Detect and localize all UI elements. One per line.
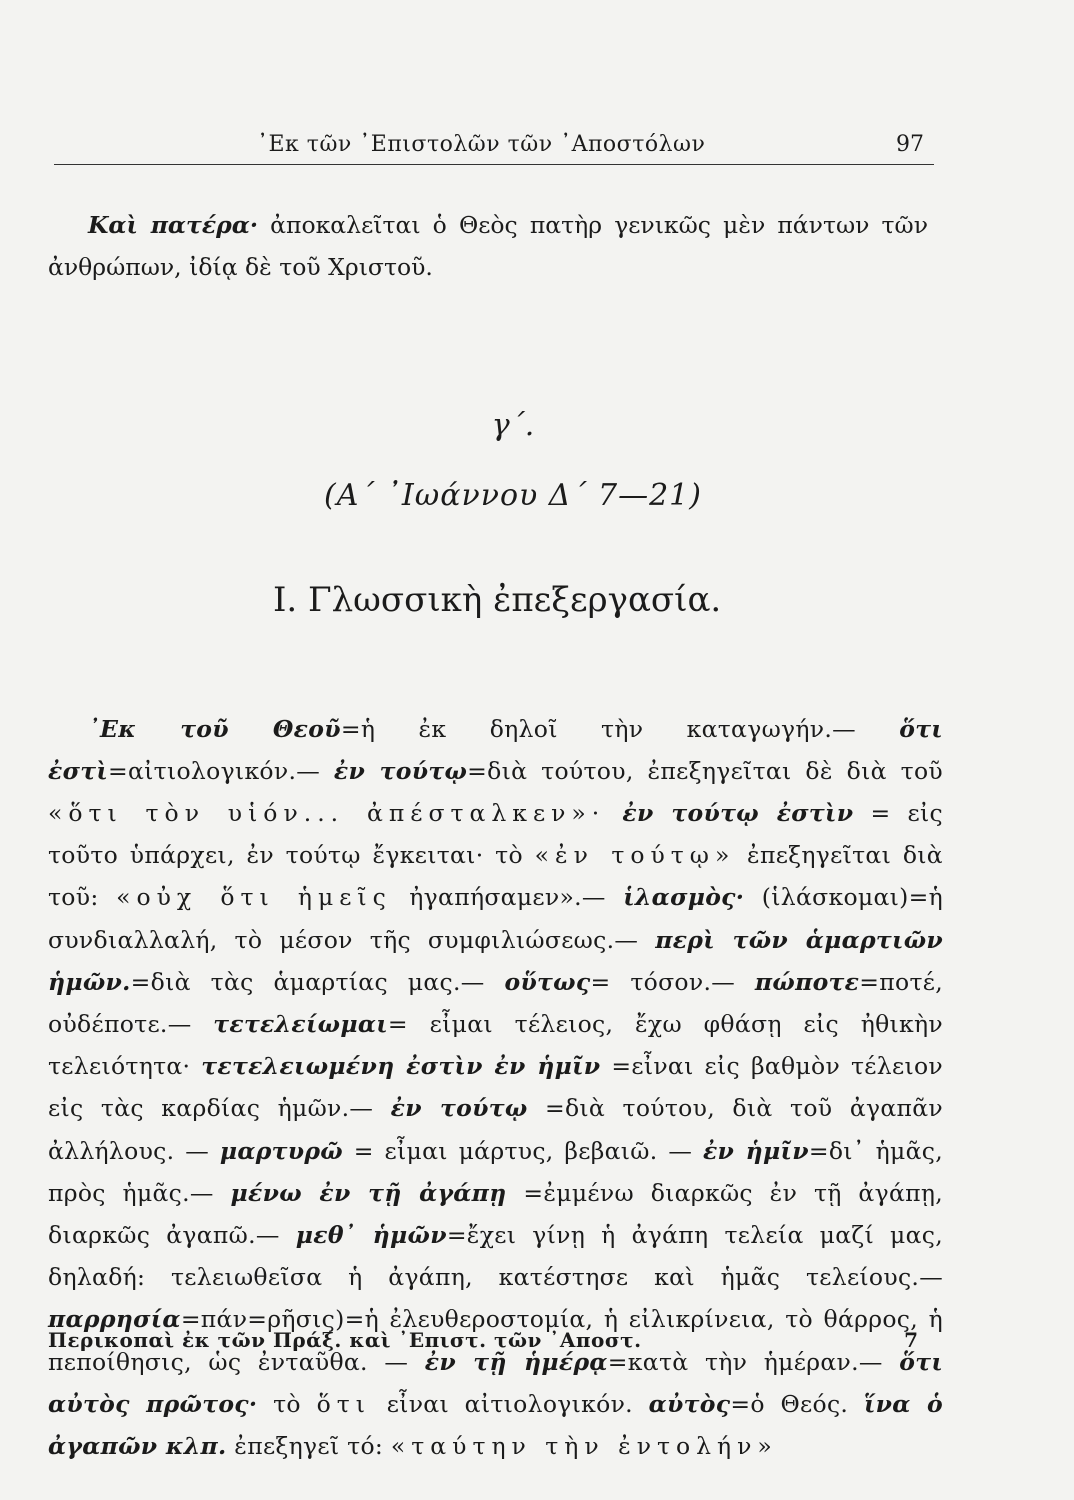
- gloss-term: ἐν τούτῳ ἐστὶν: [622, 798, 854, 827]
- intro-lead: Καὶ πατέρα·: [88, 210, 259, 239]
- gloss-quote: «ὅτι τὸν υἱόν... ἀπέσταλκεν»·: [48, 798, 606, 827]
- gloss-text: =ποτέ, οὐδέποτε.—: [48, 967, 943, 1038]
- gloss-text: =πάν=ρῆσις)=ἡ ἐλευθεροστομία, ἡ εἰλικρίνεια, τὸ θάρρος, ἡ πεποίθησις, ὡς ἐνταῦθα. —: [48, 1305, 943, 1376]
- gloss-text: = τόσον.—: [590, 967, 755, 996]
- gloss-term: ἱλασμὸς·: [623, 883, 745, 912]
- gloss-term: ἵνα ὁ ἀγαπῶν κλπ.: [48, 1389, 944, 1460]
- gloss-text: =ὁ Θεός.: [730, 1389, 864, 1418]
- footer-signature: 7: [904, 1328, 918, 1352]
- scripture-reference: (Α΄ ᾿Ιωάννου Δ΄ 7—21): [324, 478, 702, 513]
- book-page: [48, 118, 948, 1460]
- gloss-term: παρρησία: [48, 1305, 181, 1334]
- gloss-quote: «οὐχ ὅτι ἡμεῖς: [116, 883, 392, 912]
- gloss-paragraph: [48, 708, 943, 1468]
- gloss-text: =εἶναι εἰς βαθμὸν τέλειον εἰς τὰς καρδίας ἡμῶν.—: [48, 1052, 943, 1123]
- gloss-text: =κατὰ τὴν ἡμέραν.—: [607, 1347, 900, 1376]
- gloss-term: μεθ᾿ ἡμῶν: [295, 1220, 447, 1249]
- gloss-text: εἶναι αἰτιολογικόν.: [370, 1389, 649, 1418]
- gloss-term: ἐν τούτῳ: [390, 1094, 528, 1123]
- gloss-text: = εἰς τοῦτο ὑπάρχει, ἐν τούτῳ ἔγκειται· τὸ: [48, 798, 943, 870]
- gloss-term: ἐν τούτῳ: [333, 756, 468, 785]
- intro-paragraph: [48, 204, 928, 288]
- gloss-term: αὐτὸς: [648, 1389, 731, 1418]
- footer-title: Περικοπαὶ ἐκ τῶν Πράξ. καὶ ᾿Επιστ. τῶν ᾿Αποστ.: [48, 1328, 642, 1352]
- gloss-text: = εἶμαι μάρτυς, βεβαιῶ. —: [342, 1136, 703, 1165]
- gloss-text: =ἡ ἐκ δηλοῖ τὴν καταγωγήν.—: [340, 714, 900, 743]
- gloss-text: ἐπεξηγεῖται διὰ τοῦ:: [48, 841, 943, 912]
- intro-text: ἀποκαλεῖται ὁ Θεὸς πατὴρ γενικῶς μὲν πάντων τῶν ἀνθρώπων, ἰδίᾳ δὲ τοῦ Χριστοῦ.: [48, 210, 929, 281]
- gloss-quote: «ἐν τούτῳ»: [534, 841, 736, 870]
- gloss-term: μαρτυρῶ: [219, 1136, 343, 1165]
- gloss-text: ἠγαπήσαμεν».—: [391, 883, 624, 912]
- gloss-term: ὅτι αὐτὸς πρῶτος·: [48, 1347, 944, 1418]
- gloss-term: ὅτι ἐστὶ: [48, 714, 943, 785]
- gloss-term: μένω ἐν τῇ ἀγάπῃ: [230, 1178, 507, 1207]
- subsection-title: Ι. Γλωσσικὴ ἐπεξεργασία.: [273, 580, 722, 620]
- gloss-text: ἐπεξηγεῖ τό:: [226, 1431, 391, 1460]
- gloss-text: =ἔχει γίνῃ ἡ ἀγάπη τελεία μαζί μας, δηλαδή: τελειωθεῖσα ἡ ἀγάπη, κατέστησε καὶ ἡμᾶς τελείους.—: [48, 1220, 943, 1292]
- gloss-term: ᾿Εκ τοῦ Θεοῦ: [88, 714, 341, 743]
- gloss-text: =διὰ τούτου, ἐπεξηγεῖται δὲ διὰ τοῦ: [467, 756, 943, 785]
- running-title: ᾿Εκ τῶν ᾿Επιστολῶν τῶν ᾿Αποστόλων: [257, 132, 706, 157]
- gloss-term: πώποτε: [754, 967, 860, 996]
- gloss-term: ἐν ἡμῖν: [702, 1136, 809, 1165]
- gloss-text: =ἐμμένω διαρκῶς ἐν τῇ ἀγάπῃ, διαρκῶς ἀγαπῶ.—: [48, 1178, 944, 1249]
- gloss-text: =αἰτιολογικόν.—: [108, 756, 334, 785]
- gloss-text: [605, 799, 622, 827]
- gloss-quote: ὅτι: [316, 1389, 371, 1418]
- gloss-term: οὕτως: [504, 967, 591, 996]
- gloss-text: =διὰ τὰς ἁμαρτίας μας.—: [130, 967, 505, 996]
- gloss-term: τετελειωμένη ἐστὶν ἐν ἡμῖν: [201, 1052, 601, 1081]
- gloss-quote: «ταύτην τὴν ἐντολήν»: [390, 1431, 778, 1460]
- gloss-text: =διὰ τούτου, διὰ τοῦ ἀγαπᾶν ἀλλήλους. —: [48, 1094, 943, 1165]
- gloss-term: περὶ τῶν ἁμαρτιῶν ἡμῶν.: [48, 925, 943, 996]
- page-number: 97: [896, 132, 924, 157]
- gloss-term: τετελείωμαι: [213, 1009, 388, 1038]
- gloss-text: =δι᾿ ἡμᾶς, πρὸς ἡμᾶς.—: [48, 1136, 943, 1207]
- gloss-text: τὸ: [257, 1389, 317, 1418]
- gloss-term: ἐν τῇ ἡμέρᾳ: [424, 1347, 608, 1376]
- running-header: [54, 132, 934, 165]
- section-mark: γ΄.: [491, 408, 535, 443]
- gloss-text: (ἱλάσκομαι)=ἡ συνδιαλλαλή, τὸ μέσον τῆς συμφιλιώσεως.—: [48, 883, 943, 954]
- gloss-text: = εἶμαι τέλειος, ἔχω φθάσῃ εἰς ἠθικὴν τελειότητα·: [48, 1009, 944, 1081]
